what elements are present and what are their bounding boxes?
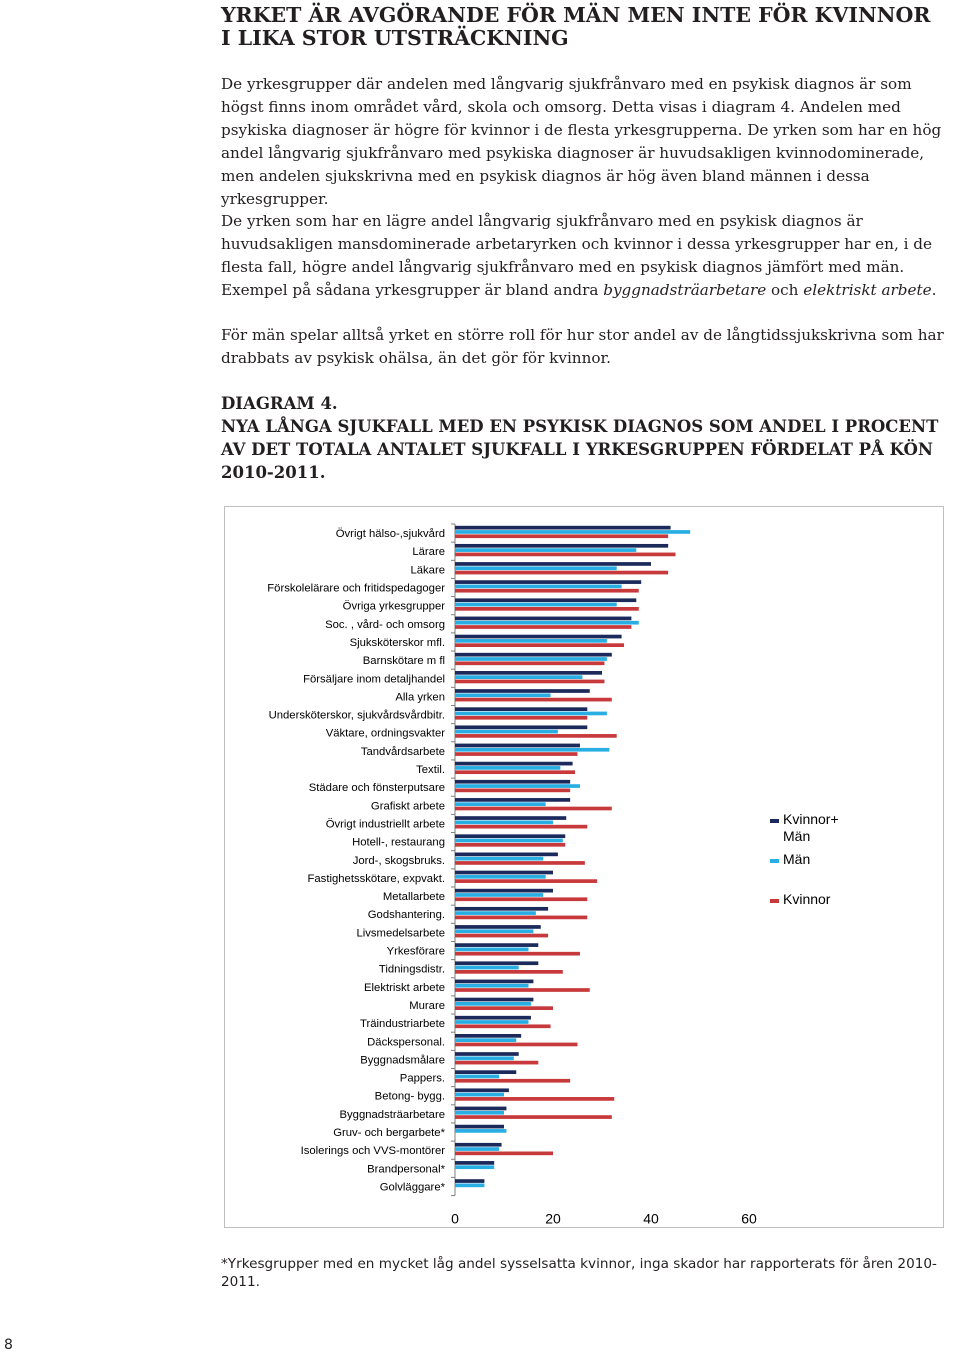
bar-kvinnor [455,1043,578,1047]
bar-kvinnor [455,589,639,593]
bar-kvinnor [455,625,631,629]
category-label: Läkare [410,564,445,577]
category-label: Jord-, skogsbruks. [352,854,445,867]
category-label: Grafiskt arbete [370,800,445,813]
category-label: Lärare [412,546,445,559]
bar-kvinnor [455,1024,551,1028]
category-label: Försäljare inom detaljhandel [303,673,445,686]
paragraph-2 [221,210,951,302]
category-label: Murare [409,999,445,1012]
category-label: Förskolelärare och fritidspedagoger [267,582,445,595]
bar-kvinnor [455,1115,612,1119]
example-byggnadstraarbetare: byggnadsträarbetare [603,281,767,299]
paragraph-2-lead: De yrken som har en lägre andel långvarig sjukfrånvaro med en psykisk diagnos är huvudsakligen mansdominerade arbetaryrken och kvinnor i dessa yrkesgrupper har en, i de flesta fall, högre andel långvarig sjukfrånvaro med en psykisk diagnos jämfört med män. Exempel på sådana yrkesgrupper är bland andra [221,212,933,299]
category-label: Fastighetsskötare, expvakt. [307,872,445,885]
bar-kvinnor-män [455,980,533,984]
category-label: Sjuksköterskor mfl. [349,636,445,649]
category-label: Brandpersonal* [367,1163,445,1176]
legend-label: Kvinnor [783,891,831,907]
category-label: Betong- bygg. [374,1090,445,1103]
bar-kvinnor [455,661,604,665]
legend-label: Kvinnor+ Män [783,811,839,844]
category-label: Undersköterskor, sjukvårdsvårdbitr. [268,709,445,722]
bar-kvinnor-män [455,943,538,947]
bar-kvinnor-män [455,1143,502,1147]
bar-kvinnor-män [455,780,570,784]
bar-män [455,929,533,933]
bar-kvinnor [455,934,548,938]
bar-kvinnor-män [455,562,651,566]
paragraph-2-end: . [931,281,937,299]
bar-män [455,857,543,861]
legend-swatch [770,899,779,903]
category-label: Elektriskt arbete [364,981,445,994]
bar-kvinnor-män [455,544,668,548]
x-tick-label: 60 [741,1210,757,1227]
category-label: Metallarbete [382,891,445,904]
bar-kvinnor-män [455,998,533,1002]
bar-män [455,1093,504,1097]
bar-kvinnor [455,807,612,811]
bar-män [455,1020,529,1024]
bar-kvinnor-män [455,707,587,711]
category-label: Däckspersonal. [367,1036,445,1049]
bar-kvinnor [455,571,668,575]
category-label: Byggnadsmålare [360,1054,445,1067]
bar-kvinnor [455,1152,553,1156]
bar-män [455,784,580,788]
bar-män [455,948,529,952]
bar-kvinnor [455,534,668,538]
category-label: Pappers. [399,1072,445,1085]
category-label: Livsmedelsarbete [356,927,445,940]
bar-kvinnor [455,789,570,793]
bar-kvinnor [455,1097,614,1101]
bar-män [455,766,560,770]
bar-kvinnor-män [455,798,570,802]
bar-kvinnor [455,988,590,992]
bar-män [455,693,551,697]
bar-kvinnor-män [455,1107,506,1111]
bar-kvinnor-män [455,1179,484,1183]
example-elektriskt-arbete: elektriskt arbete [803,281,932,299]
category-label: Tandvårdsarbete [360,745,445,758]
bar-kvinnor-män [455,1016,531,1020]
category-label: Golvläggare* [379,1181,445,1194]
category-label: Väktare, ordningsvakter [325,727,445,740]
bar-kvinnor-män [455,671,602,675]
bar-kvinnor [455,861,585,865]
bar-kvinnor-män [455,907,548,911]
bar-män [455,839,563,843]
bar-kvinnor [455,698,612,702]
bar-män [455,1184,484,1188]
bar-kvinnor [455,770,575,774]
bar-kvinnor-män [455,1088,509,1092]
bar-kvinnor-män [455,871,553,875]
bar-kvinnor [455,916,587,920]
bar-kvinnor [455,680,604,684]
bar-kvinnor-män [455,762,573,766]
bar-kvinnor [455,897,587,901]
category-label: Yrkesförare [386,945,445,958]
page-number: 8 [4,1337,13,1353]
bar-kvinnor [455,607,639,611]
bar-män [455,657,607,661]
bar-män [455,1056,514,1060]
legend-swatch [770,819,779,823]
bar-män [455,712,607,716]
bar-män [455,548,636,552]
bar-män [455,585,622,589]
diagram-title: NYA LÅNGA SJUKFALL MED EN PSYKISK DIAGNOS SOM ANDEL I PROCENT AV DET TOTALA ANTALET SJUKFALL I YRKESGRUPPEN FÖRDELAT PÅ KÖN 2010-2011. [221,417,939,482]
bar-kvinnor-män [455,1161,494,1165]
diagram-label: DIAGRAM 4. [221,394,338,413]
bar-kvinnor [455,1006,553,1010]
bar-kvinnor-män [455,598,636,602]
bar-män [455,984,529,988]
bar-kvinnor-män [455,1034,521,1038]
bar-män [455,966,519,970]
bar-kvinnor-män [455,653,612,657]
paragraph-1: De yrkesgrupper där andelen med långvarig sjukfrånvaro med en psykisk diagnos är som högst finns inom området vård, skola och omsorg. Detta visas i diagram 4. Andelen med psykiska diagnoser är högre för kvinnor i de flesta yrkesgrupperna. De yrken som har en hög andel långvarig sjukfrånvaro med psykiska diagnoser är huvudsakligen kvinnodominerade, men andelen sjukskrivna med en psykisk diagnos är hög även bland männen i dessa yrkesgrupper. [221,75,942,208]
legend-swatch [770,859,779,863]
bar-kvinnor [455,643,624,647]
bar-kvinnor-män [455,635,622,639]
x-tick-label: 40 [643,1210,659,1227]
paragraph-2-connector: och [766,281,804,299]
bar-män [455,893,543,897]
bar-chart [225,507,943,1227]
bar-kvinnor [455,1061,538,1065]
category-label: Städare och fönsterputsare [308,782,445,795]
bar-kvinnor [455,879,597,883]
bar-kvinnor-män [455,580,641,584]
category-label: Övriga yrkesgrupper [342,600,445,613]
bar-män [455,566,617,570]
category-label: Alla yrken [395,691,445,704]
bar-kvinnor-män [455,744,580,748]
bar-män [455,748,609,752]
bar-män [455,603,617,607]
category-label: Soc. , vård- och omsorg [325,618,445,631]
category-label: Övrigt hälso-,sjukvård [335,528,445,541]
category-label: Tidningsdistr. [378,963,445,976]
bar-kvinnor [455,752,578,756]
category-label: Gruv- och bergarbete* [333,1127,445,1140]
category-label: Övrigt industriellt arbete [325,818,445,831]
bar-män [455,621,639,625]
bar-män [455,1038,516,1042]
bar-kvinnor-män [455,925,541,929]
diagram-caption [221,392,951,484]
bar-män [455,1111,504,1115]
bar-kvinnor-män [455,617,631,621]
bar-kvinnor [455,843,565,847]
bar-kvinnor-män [455,816,566,820]
bar-kvinnor-män [455,689,590,693]
bar-män [455,1075,499,1079]
bar-kvinnor-män [455,526,671,530]
bar-kvinnor-män [455,1052,519,1056]
category-label: Barnskötare m fl [362,655,445,668]
bar-män [455,730,558,734]
category-label: Godshantering. [367,909,445,922]
category-label: Isolerings och VVS-montörer [300,1145,445,1158]
bar-kvinnor-män [455,725,587,729]
bar-kvinnor [455,716,587,720]
bar-kvinnor [455,825,587,829]
bar-kvinnor-män [455,1125,504,1129]
x-tick-label: 20 [545,1210,561,1227]
bar-kvinnor [455,970,563,974]
bar-kvinnor-män [455,853,558,857]
bar-kvinnor [455,553,676,557]
bar-män [455,675,582,679]
footnote: *Yrkesgrupper med en mycket låg andel sysselsatta kvinnor, inga skador har rapporterats för åren 2010-2011. [221,1256,937,1290]
bar-kvinnor [455,952,580,956]
bar-män [455,875,546,879]
bar-kvinnor [455,734,617,738]
paragraph-3: För män spelar alltså yrket en större roll för hur stor andel av de långtidssjukskrivna som har drabbats av psykisk ohälsa, än det gör för kvinnor. [221,326,944,367]
bar-män [455,1165,494,1169]
x-tick-label: 0 [451,1210,459,1227]
legend-label: Män [783,851,811,867]
bar-kvinnor-män [455,889,553,893]
category-label: Byggnadsträarbetare [339,1108,445,1121]
bar-män [455,1002,531,1006]
bar-kvinnor-män [455,834,565,838]
bar-män [455,530,690,534]
section-heading: YRKET ÄR AVGÖRANDE FÖR MÄN MEN INTE FÖR KVINNOR I LIKA STOR UTSTRÄCKNING [221,3,931,50]
bar-kvinnor-män [455,1070,516,1074]
bar-män [455,911,536,915]
bar-kvinnor [455,1079,570,1083]
category-label: Hotell-, restaurang [352,836,445,849]
bar-män [455,639,607,643]
category-label: Textil. [416,764,445,777]
bar-män [455,802,546,806]
bar-män [455,821,553,825]
chart-container [224,506,944,1228]
bar-män [455,1129,506,1133]
bar-män [455,1147,499,1151]
bar-kvinnor-män [455,961,538,965]
category-label: Träindustriarbete [360,1018,445,1031]
